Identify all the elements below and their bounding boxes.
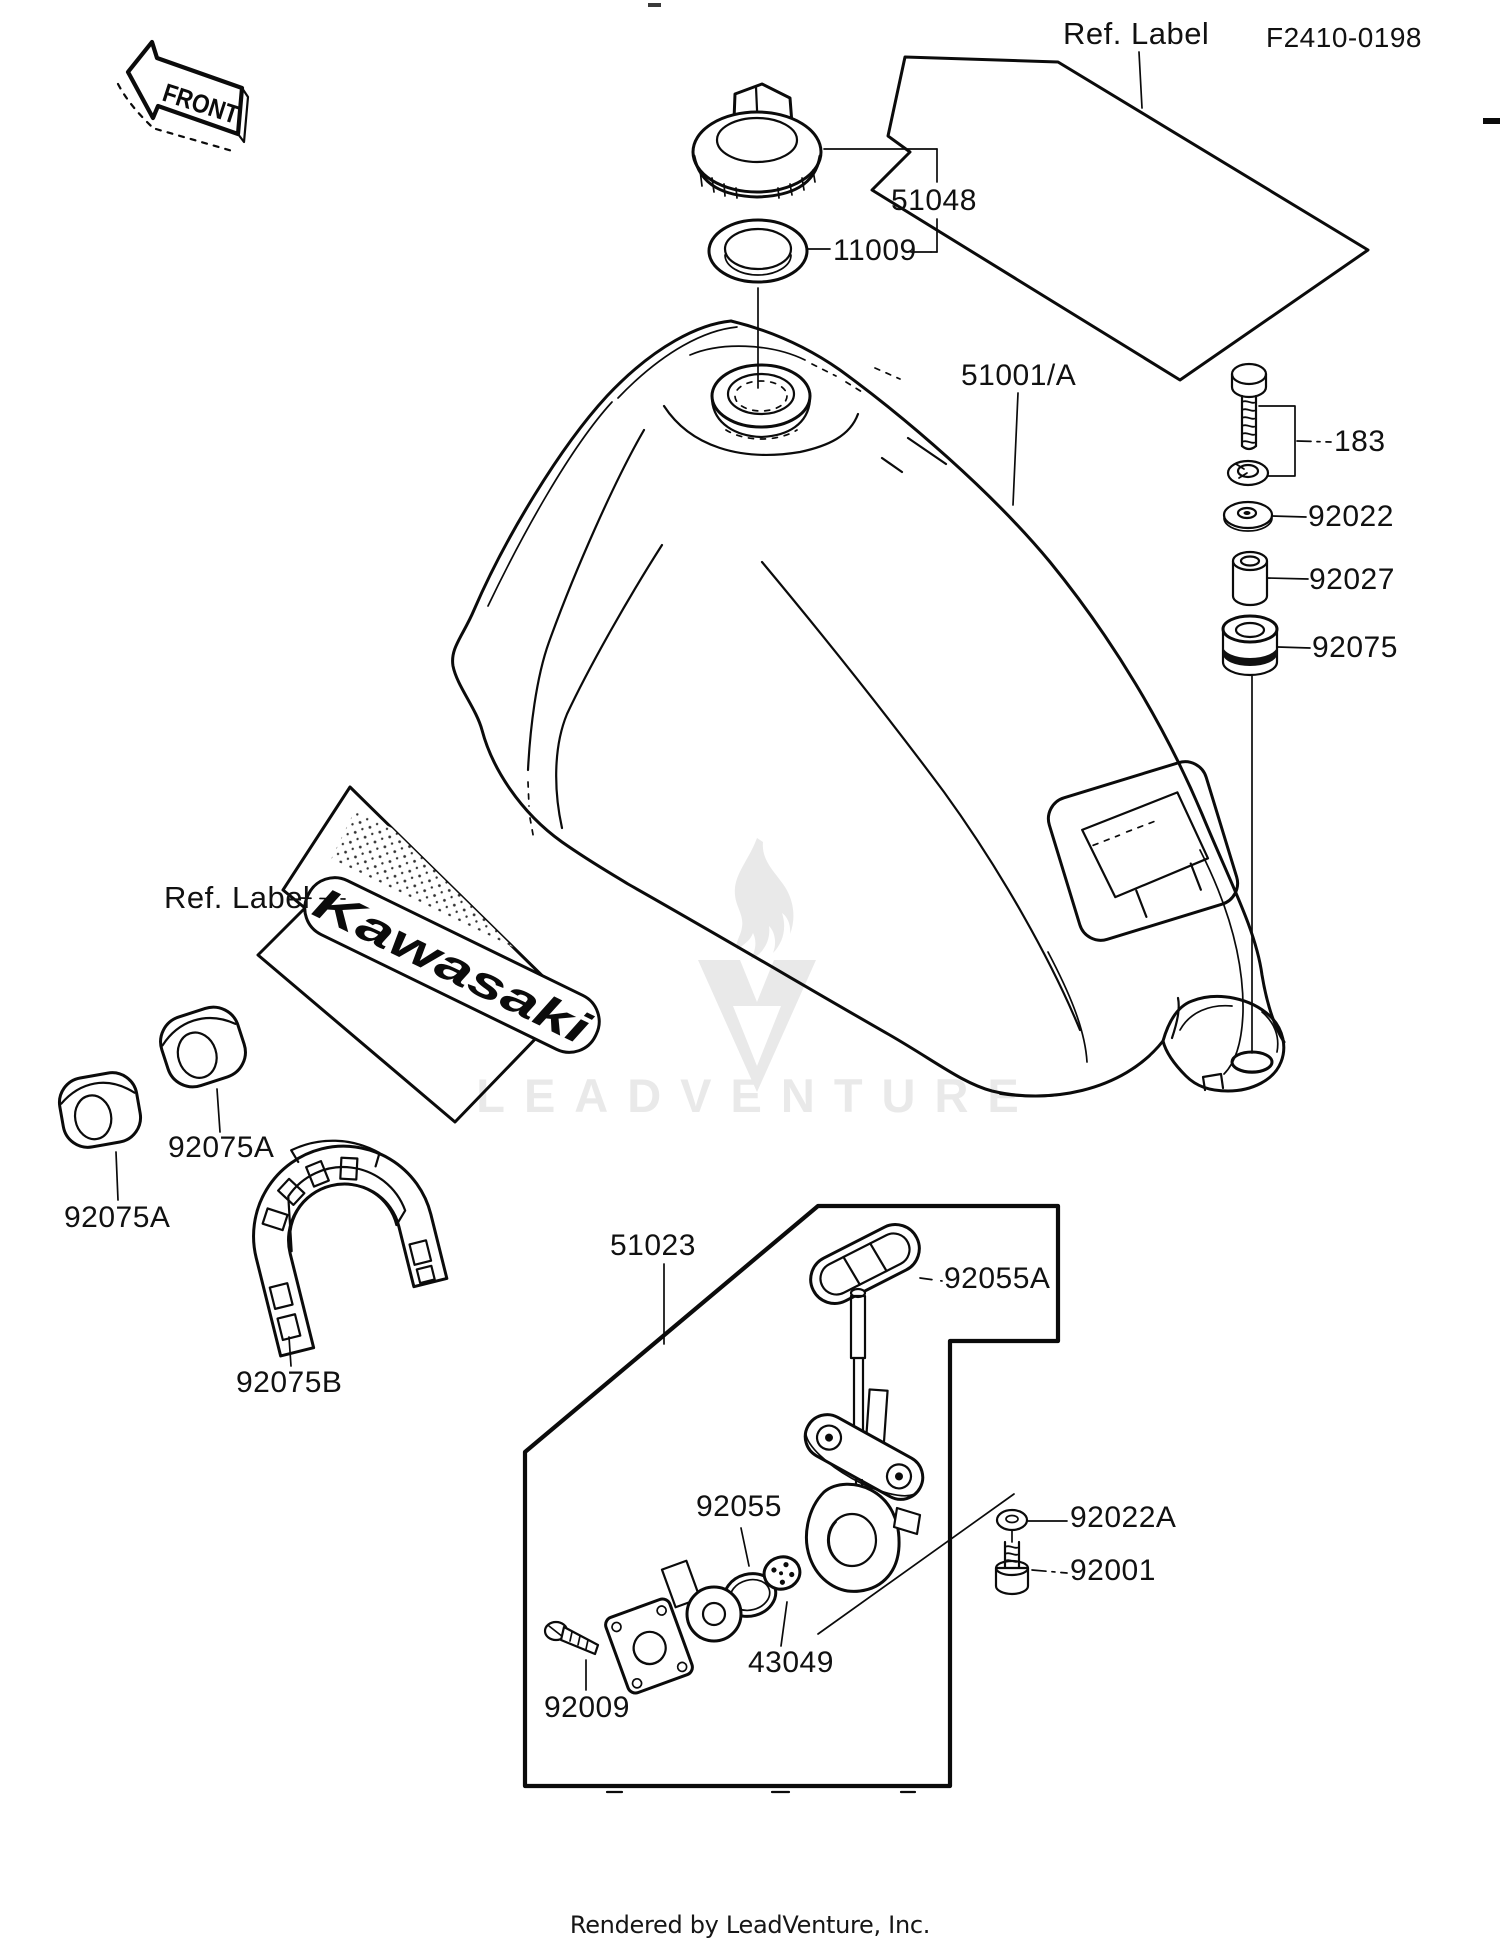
- flame-icon: [735, 838, 794, 960]
- grommet-92075-drawing: [1223, 616, 1310, 675]
- part-51001A-label: 51001/A: [961, 359, 1077, 392]
- part-92075A-upper-label: 92075A: [168, 1131, 275, 1164]
- part-183-label: 183: [1334, 425, 1386, 458]
- leader-92075A-lower: [116, 1152, 118, 1200]
- part-92075-label: 92075: [1312, 631, 1398, 664]
- leader-92055: [741, 1528, 749, 1566]
- right-register-mark: [1483, 118, 1500, 124]
- ref-label-left-label: Ref. Label: [164, 880, 311, 915]
- tap-plate-drawing: [603, 1597, 694, 1695]
- collar-92027-drawing: [1233, 552, 1308, 605]
- part-43049-label: 43049: [748, 1646, 834, 1679]
- part-92009-label: 92009: [544, 1691, 630, 1724]
- part-92075B-label: 92075B: [236, 1366, 343, 1399]
- leader-43049: [781, 1602, 787, 1646]
- part-92027-label: 92027: [1309, 563, 1395, 596]
- fuel-tap-drawing: [796, 1289, 931, 1591]
- diagram-code-label: F2410-0198: [1266, 22, 1423, 53]
- part-11009-label: 11009: [833, 234, 917, 267]
- leadventure-watermark: [476, 838, 1038, 1122]
- washer-92022-drawing: [1224, 502, 1306, 531]
- tank-mount-bracket-drawing: [1163, 996, 1284, 1091]
- ref-label-right-label: Ref. Label: [1063, 16, 1210, 51]
- part-92001-label: 92001: [1070, 1554, 1156, 1587]
- screw-92009-drawing: [545, 1622, 598, 1654]
- render-credit: Rendered by LeadVenture, Inc.: [569, 1911, 931, 1939]
- part-92055A-label: 92055A: [944, 1262, 1051, 1295]
- front-direction-marker: [118, 42, 254, 152]
- part-92022A-label: 92022A: [1070, 1501, 1177, 1534]
- part-92075A-lower-label: 92075A: [64, 1201, 171, 1234]
- filler-gasket-drawing: [709, 220, 807, 388]
- tap-hardware: [996, 1510, 1067, 1594]
- damper-92075A-upper-drawing: [154, 1000, 252, 1093]
- kawasaki-logo-text: Kawasaki: [305, 876, 513, 1013]
- part-92055-label: 92055: [696, 1490, 782, 1523]
- part-51048-label: 51048: [891, 184, 977, 217]
- tank-mount-hardware: [1223, 364, 1331, 1053]
- part-92022-label: 92022: [1308, 500, 1394, 533]
- washer-92022A-drawing: [997, 1510, 1067, 1530]
- leader-51001A: [1013, 393, 1018, 505]
- bolt-183-drawing: [1228, 364, 1331, 485]
- leader-92075A-upper: [217, 1089, 220, 1132]
- front-label: FRONT: [159, 77, 254, 134]
- damper-92075A-lower-drawing: [56, 1069, 145, 1151]
- part-51023-label: 51023: [610, 1229, 696, 1262]
- top-register-mark: [648, 3, 661, 7]
- fuel-tank-drawing: [453, 321, 1284, 1097]
- watermark-text: LEADVENTURE: [476, 1069, 1038, 1122]
- bolt-92001-drawing: [996, 1530, 1067, 1594]
- tank-recess-drawing: [1043, 756, 1243, 945]
- leader-92055A: [920, 1278, 942, 1281]
